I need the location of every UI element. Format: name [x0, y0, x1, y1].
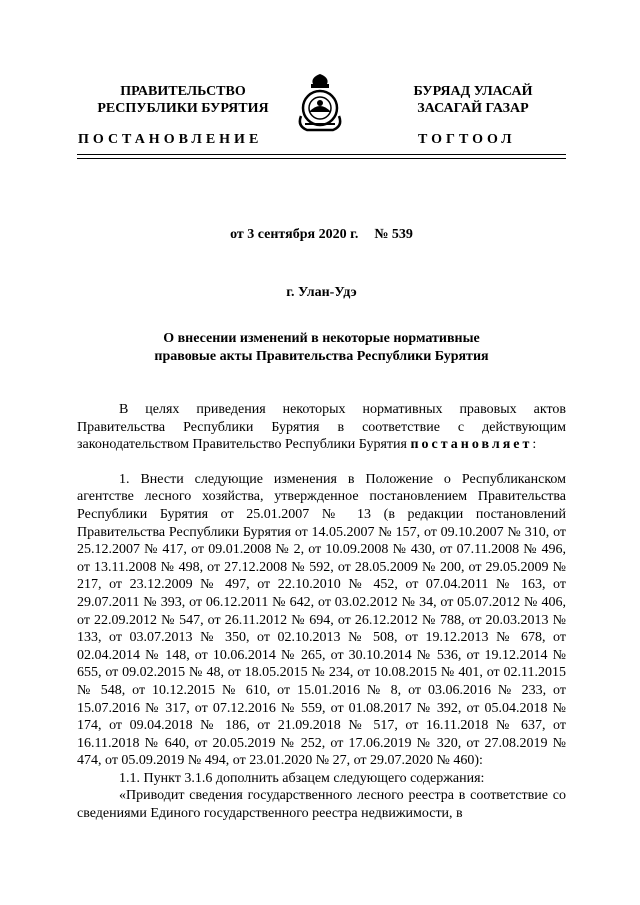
header-left-line2: РЕСПУБЛИКИ БУРЯТИЯ: [97, 101, 269, 116]
decree-title: [77, 330, 566, 366]
header-divider-bottom: [77, 158, 566, 159]
header-right-line1: БУРЯАД УЛАСАЙ: [413, 84, 533, 99]
government-name-buryat: [398, 83, 548, 117]
item-1-paragraph: 1. Внести следующие изменения в Положение о Республиканском агентстве лесного хозяйства, утвержденное постановлением Правительства Республики Бурятия от 25.01.2007 № 13 (в редакции постановлений Правительства Республики Бурятия от 14.05.2007 № 157, от 09.10.2007 № 310, от 25.12.2007 № 417, от 09.01.2008 № 2, от 10.09.2008 № 430, от 07.11.2008 № 496, от 13.11.2008 № 498, от 27.12.2008 № 592, от 28.05.2009 № 200, от 29.05.2009 № 217, от 23.12.2009 № 497, от 22.10.2010 № 452, от 07.04.2011 № 163, от 29.07.2011 № 393, от 06.12.2011 № 642, от 03.02.2012 № 34, от 05.07.2012 № 406, от 22.09.2012 № 547, от 26.11.2012 № 694, от 26.12.2012 № 788, от 20.03.2013 № 133, от 03.07.2013 № 350, от 02.10.2013 № 508, от 19.12.2013 № 678, от 02.04.2014 № 148, от 10.06.2014 № 265, от 30.10.2014 № 536, от 19.12.2014 № 655, от 09.02.2015 № 48, от 18.05.2015 № 234, от 10.08.2015 № 401, от 02.11.2015 № 548, от 10.12.2015 № 610, от 15.01.2016 № 8, от 03.06.2016 № 233, от 15.07.2016 № 317, от 07.12.2016 № 559, от 01.08.2017 № 392, от 05.04.2018 № 174, от 09.04.2018 № 186, от 21.09.2018 № 517, от 16.11.2018 № 637, от 16.11.2018 № 640, от 20.05.2019 № 252, от 17.06.2019 № 320, от 27.08.2019 № 474, от 05.09.2019 № 494, от 23.01.2020 № 27, от 29.07.2020 № 460):: [77, 471, 566, 769]
decree-title-line2: правовые акты Правительства Республики Бурятия: [154, 349, 489, 364]
header-right-line2: ЗАСАГАЙ ГАЗАР: [417, 101, 529, 116]
document-type-russian: ПОСТАНОВЛЕНИЕ: [78, 132, 263, 147]
header-divider-top: [77, 154, 566, 155]
item-1-1-paragraph: 1.1. Пункт 3.1.6 дополнить абзацем следующего содержания:: [119, 770, 485, 786]
preamble-text: В целях приведения некоторых нормативных правовых актов Правительства Республики Бурятия в соответствие с действующим законодательством Правительство Республики Бурятия: [77, 402, 566, 453]
decree-date: от 3 сентября 2020 г.: [230, 227, 359, 242]
header-left-line1: ПРАВИТЕЛЬСТВО: [120, 84, 246, 99]
preamble-end: :: [532, 437, 537, 453]
preamble-verb: постановляет: [410, 437, 533, 453]
government-name-russian: [88, 83, 278, 117]
decree-number: № 539: [374, 227, 413, 242]
quote-paragraph: «Приводит сведения государственного лесного реестра в соответствие со сведениями Единого государственного реестра недвижимости, в: [77, 788, 566, 822]
coat-of-arms-emblem: [293, 72, 347, 134]
decree-date-line: [77, 227, 566, 243]
decree-title-line1: О внесении изменений в некоторые нормативные: [163, 331, 480, 346]
document-type-buryat: ТОГТООЛ: [418, 132, 516, 147]
decree-city: г. Улан-Удэ: [286, 285, 357, 300]
preamble-paragraph: [77, 401, 566, 454]
decree-body: [77, 401, 566, 823]
